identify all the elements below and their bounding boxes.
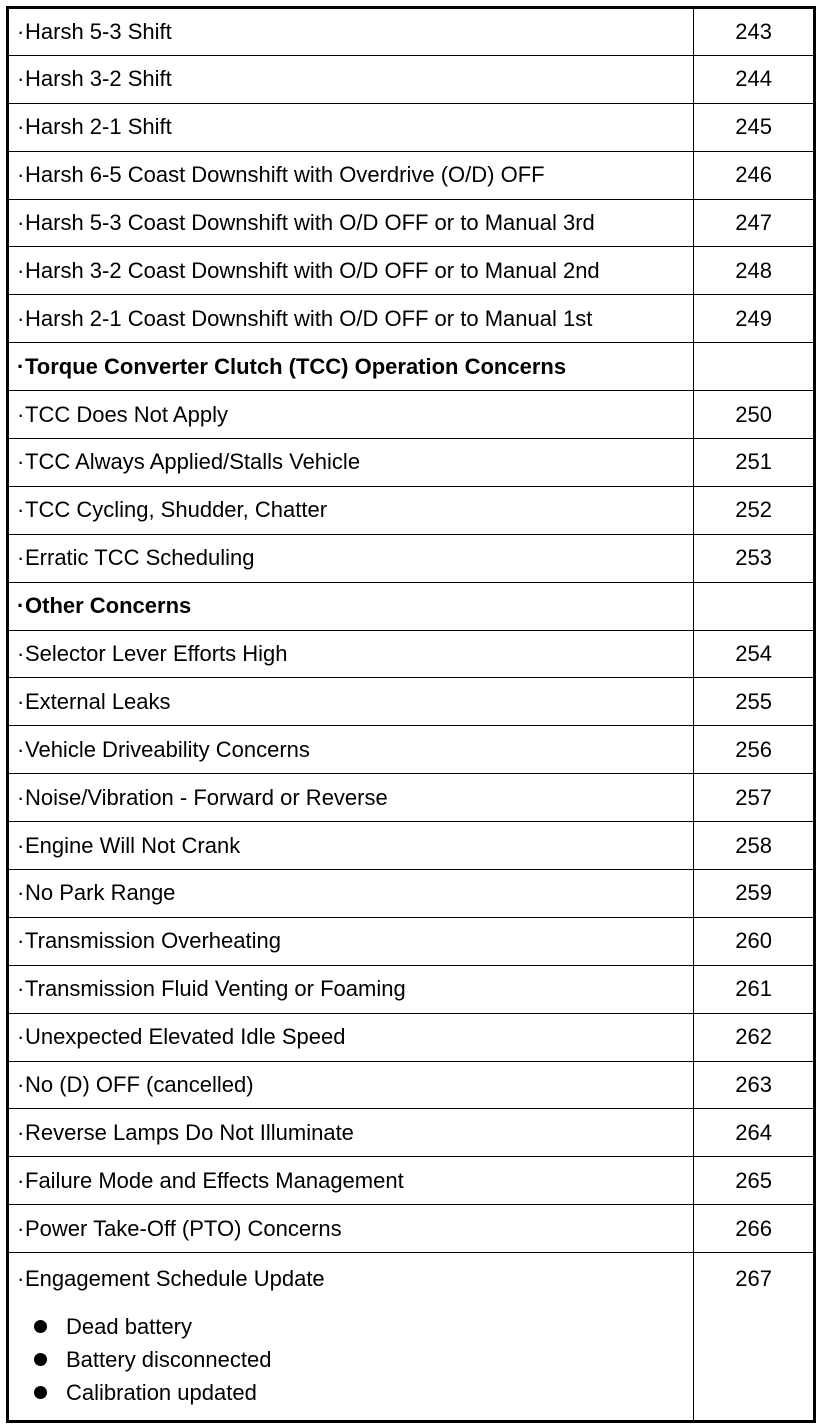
list-item: [17, 1310, 693, 1343]
dot-marker-icon: ·: [17, 449, 25, 475]
description-cell: [8, 8, 694, 56]
table-row: [8, 965, 815, 1013]
page-number: 264: [735, 1119, 772, 1145]
page-number: 258: [735, 832, 772, 858]
dot-marker-icon: ·: [17, 1072, 25, 1098]
page-number-cell: [694, 965, 815, 1013]
page-number: 256: [735, 736, 772, 762]
page-number: 257: [735, 784, 772, 810]
page-number-cell: [694, 678, 815, 726]
concern-label: Harsh 5-3 Shift: [25, 18, 172, 44]
concerns-table: [6, 6, 816, 1423]
table-row: [8, 630, 815, 678]
table-row: [8, 295, 815, 343]
description-cell: [8, 247, 694, 295]
description-cell: [8, 151, 694, 199]
page-number-cell: [694, 726, 815, 774]
subitem-label: Dead battery: [66, 1314, 192, 1340]
concern-label: TCC Always Applied/Stalls Vehicle: [25, 449, 361, 475]
concern-label: Harsh 2-1 Shift: [25, 114, 172, 140]
description-cell: [8, 870, 694, 918]
concerns-table-body: [8, 8, 815, 1422]
table-row: [8, 199, 815, 247]
concern-label: Transmission Fluid Venting or Foaming: [25, 976, 406, 1002]
concern-label: TCC Cycling, Shudder, Chatter: [25, 497, 328, 523]
description-cell: [8, 486, 694, 534]
description-cell: [8, 103, 694, 151]
description-cell: [8, 678, 694, 726]
concern-label: Selector Lever Efforts High: [25, 641, 288, 667]
table-row: [8, 870, 815, 918]
concern-label: Unexpected Elevated Idle Speed: [25, 1024, 346, 1050]
page-number: 262: [735, 1024, 772, 1050]
dot-marker-icon: ·: [17, 1024, 25, 1050]
table-row: [8, 1109, 815, 1157]
page-number-cell: [694, 1109, 815, 1157]
concern-label: Harsh 3-2 Shift: [25, 66, 172, 92]
page-number: 265: [735, 1167, 772, 1193]
table-row: [8, 1013, 815, 1061]
table-row: [8, 822, 815, 870]
section-label: Other Concerns: [25, 593, 192, 619]
page-number: 248: [735, 257, 772, 283]
table-row: [8, 534, 815, 582]
page-number-cell: [694, 534, 815, 582]
description-cell: [8, 439, 694, 487]
dot-marker-icon: ·: [17, 593, 25, 619]
table-row: [8, 247, 815, 295]
dot-marker-icon: ·: [17, 976, 25, 1002]
description-cell: [8, 1109, 694, 1157]
bullet-icon: [34, 1320, 47, 1333]
page-number: 263: [735, 1072, 772, 1098]
page-number: 252: [735, 497, 772, 523]
dot-marker-icon: ·: [17, 401, 25, 427]
page-number-cell: [694, 870, 815, 918]
table-row: [8, 1205, 815, 1253]
concern-label: TCC Does Not Apply: [25, 401, 228, 427]
concern-label: Harsh 6-5 Coast Downshift with Overdrive (O/D) OFF: [25, 162, 545, 188]
concern-label: Failure Mode and Effects Management: [25, 1167, 404, 1193]
description-cell: [8, 391, 694, 439]
page-number: 253: [735, 545, 772, 571]
description-cell: [8, 295, 694, 343]
page-number: 254: [735, 641, 772, 667]
dot-marker-icon: ·: [17, 928, 25, 954]
description-cell: [8, 199, 694, 247]
dot-marker-icon: ·: [17, 497, 25, 523]
page-number: 259: [735, 880, 772, 906]
page-number: 243: [735, 18, 772, 44]
page-number-cell: [694, 55, 815, 103]
description-cell: [8, 1061, 694, 1109]
dot-marker-icon: ·: [17, 832, 25, 858]
dot-marker-icon: ·: [17, 114, 25, 140]
page-number: 245: [735, 114, 772, 140]
dot-marker-icon: ·: [17, 1119, 25, 1145]
page-number-cell: [694, 486, 815, 534]
page-number-cell: [694, 1061, 815, 1109]
dot-marker-icon: ·: [17, 688, 25, 714]
table-row: [8, 55, 815, 103]
dot-marker-icon: ·: [17, 880, 25, 906]
dot-marker-icon: ·: [17, 66, 25, 92]
table-row: [8, 103, 815, 151]
dot-marker-icon: ·: [17, 162, 25, 188]
page-number-cell: [694, 391, 815, 439]
description-cell: [8, 774, 694, 822]
page-number-cell: [694, 1157, 815, 1205]
table-row: [8, 486, 815, 534]
table-row: [8, 1061, 815, 1109]
page-number-cell: [694, 343, 815, 391]
page-number: 260: [735, 928, 772, 954]
section-header-row: [8, 343, 815, 391]
bullet-icon: [34, 1353, 47, 1366]
subitem-label: Calibration updated: [66, 1380, 257, 1406]
dot-marker-icon: ·: [17, 18, 25, 44]
page-number: 249: [735, 305, 772, 331]
description-cell: [8, 55, 694, 103]
page-number: 255: [735, 688, 772, 714]
page-number-cell: [694, 8, 815, 56]
description-cell: [8, 1013, 694, 1061]
concern-label: External Leaks: [25, 688, 171, 714]
page-number-cell: [694, 917, 815, 965]
page-number: 246: [735, 162, 772, 188]
concern-label: Reverse Lamps Do Not Illuminate: [25, 1119, 354, 1145]
page-number-cell: [694, 1205, 815, 1253]
table-row: [8, 151, 815, 199]
dot-marker-icon: ·: [17, 784, 25, 810]
bullet-icon: [34, 1386, 47, 1399]
table-row: [8, 439, 815, 487]
concern-label: Engine Will Not Crank: [25, 832, 241, 858]
concern-label: No Park Range: [25, 880, 176, 906]
concern-label: Transmission Overheating: [25, 928, 281, 954]
table-row: [8, 391, 815, 439]
page-number-cell: [694, 822, 815, 870]
page-number: 251: [735, 449, 772, 475]
table-row: [8, 8, 815, 56]
dot-marker-icon: ·: [17, 305, 25, 331]
description-cell: [8, 534, 694, 582]
table-row: [8, 1157, 815, 1205]
page-number: 247: [735, 210, 772, 235]
description-cell: [8, 965, 694, 1013]
concern-label: Harsh 3-2 Coast Downshift with O/D OFF or to Manual 2nd: [25, 257, 600, 283]
page-number-cell: [694, 1013, 815, 1061]
dot-marker-icon: ·: [17, 1266, 25, 1292]
page-number-cell: [694, 151, 815, 199]
description-cell: [8, 343, 694, 391]
description-cell: [8, 726, 694, 774]
page-number-cell: [694, 439, 815, 487]
page-number: 244: [735, 66, 772, 92]
description-cell: [8, 917, 694, 965]
dot-marker-icon: ·: [17, 1167, 25, 1193]
table-row: [8, 1253, 815, 1422]
page-number-cell: [694, 1253, 815, 1422]
table-row: [8, 774, 815, 822]
concern-label: Power Take-Off (PTO) Concerns: [25, 1215, 342, 1241]
table-row: [8, 678, 815, 726]
section-header-row: [8, 582, 815, 630]
dot-marker-icon: ·: [17, 641, 25, 667]
dot-marker-icon: ·: [17, 353, 25, 379]
concern-label: Noise/Vibration - Forward or Reverse: [25, 784, 388, 810]
description-cell: [8, 582, 694, 630]
page-number-cell: [694, 582, 815, 630]
description-cell: [8, 1205, 694, 1253]
concern-label: Engagement Schedule Update: [25, 1266, 325, 1292]
description-cell: [8, 630, 694, 678]
page-number: 250: [735, 401, 772, 427]
dot-marker-icon: ·: [17, 1215, 25, 1241]
page-number-cell: [694, 295, 815, 343]
page-number-cell: [694, 247, 815, 295]
description-cell: [8, 822, 694, 870]
table-row: [8, 726, 815, 774]
page-number-cell: [694, 199, 815, 247]
dot-marker-icon: ·: [17, 210, 25, 235]
concern-label: Harsh 2-1 Coast Downshift with O/D OFF or to Manual 1st: [25, 305, 593, 331]
concern-label: Erratic TCC Scheduling: [25, 545, 255, 571]
table-row: [8, 917, 815, 965]
list-item: [17, 1343, 693, 1376]
page-number: 267: [735, 1266, 772, 1292]
dot-marker-icon: ·: [17, 545, 25, 571]
page-number: 266: [735, 1215, 772, 1241]
section-label: Torque Converter Clutch (TCC) Operation Concerns: [25, 353, 567, 379]
subitem-label: Battery disconnected: [66, 1347, 272, 1373]
subitem-list: [17, 1310, 693, 1409]
concern-label: Harsh 5-3 Coast Downshift with O/D OFF or to Manual 3rd: [25, 210, 595, 235]
concern-label: No (D) OFF (cancelled): [25, 1072, 254, 1098]
page-number-cell: [694, 774, 815, 822]
description-cell: [8, 1157, 694, 1205]
dot-marker-icon: ·: [17, 257, 25, 283]
dot-marker-icon: ·: [17, 736, 25, 762]
description-cell: [8, 1253, 694, 1422]
page-number-cell: [694, 630, 815, 678]
page-number-cell: [694, 103, 815, 151]
page-number: 261: [735, 976, 772, 1002]
list-item: [17, 1376, 693, 1409]
concern-label: Vehicle Driveability Concerns: [25, 736, 310, 762]
